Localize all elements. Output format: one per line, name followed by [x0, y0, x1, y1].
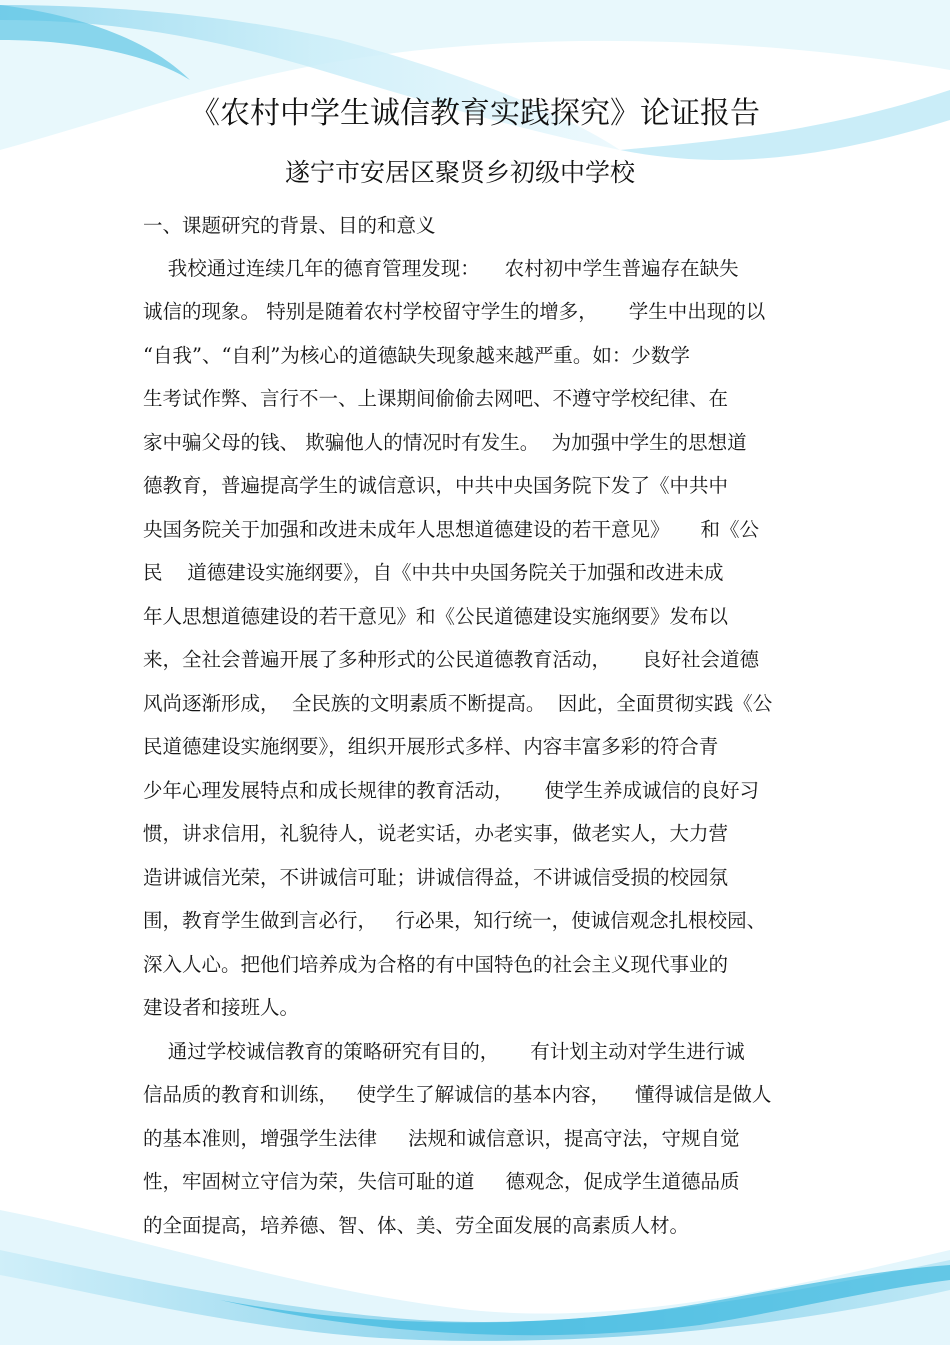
paragraph-line: 造讲诚信光荣，不讲诚信可耻；讲诚信得益，不讲诚信受损的校园氛: [143, 866, 729, 889]
paragraph-line: 来，全社会普遍开展了多种形式的公民道德教育活动， 良好社会道德: [143, 648, 759, 671]
document-subtitle: 遂宁市安居区聚贤乡初级中学校: [284, 158, 635, 187]
paragraph-line: 央国务院关于加强和改进未成年人思想道德建设的若干意见》 和《公: [143, 518, 759, 541]
paragraph-line: 的基本准则，增强学生法律 法规和诚信意识，提高守法，守规自觉: [143, 1127, 740, 1150]
paragraph-line: 惯，讲求信用，礼貌待人，说老实话，办老实事，做老实人，大力营: [143, 822, 729, 845]
paragraph-line: 性，牢固树立守信为荣，失信可耻的道 德观念，促成学生道德品质: [143, 1170, 740, 1193]
paragraph-line: 民 道德建设实施纲要》，自《中共中央国务院关于加强和改进未成: [143, 561, 724, 584]
paragraph-line: 深入人心。把他们培养成为合格的有中国特色的社会主义现代事业的: [143, 953, 729, 976]
paragraph-line: 建设者和接班人。: [143, 996, 300, 1019]
paragraph-line: 德教育，普遍提高学生的诚信意识，中共中央国务院下发了《中共中: [143, 474, 729, 497]
paragraph-line: 诚信的现象。 特别是随着农村学校留守学生的增多， 学生中出现的以: [143, 300, 766, 323]
paragraph-line: 我校通过连续几年的德育管理发现： 农村初中学生普遍存在缺失: [143, 257, 739, 280]
paragraph-line: 的全面提高，培养德、智、体、美、劳全面发展的高素质人材。: [143, 1214, 690, 1237]
paragraph-line: 少年心理发展特点和成长规律的教育活动， 使学生养成诚信的良好习: [143, 779, 759, 802]
paragraph-line: 民道德建设实施纲要》，组织开展形式多样、内容丰富多彩的符合青: [143, 735, 719, 758]
paragraph-line: 年人思想道德建设的若干意见》和《公民道德建设实施纲要》发布以: [143, 605, 729, 628]
section-heading: 一、课题研究的背景、目的和意义: [143, 214, 436, 237]
paragraph-line: 家中骗父母的钱、 欺骗他人的情况时有发生。 为加强中学生的思想道: [143, 431, 747, 454]
paragraph-line: 生考试作弊、言行不一、上课期间偷偷去网吧、不遵守学校纪律、在: [143, 387, 729, 410]
document-title: 《农村中学生诚信教育实践探究》论证报告: [190, 96, 760, 131]
paragraph-line: 围，教育学生做到言必行， 行必果，知行统一，使诚信观念扎根校园、: [143, 909, 767, 932]
paragraph-line: “自我”、“自利”为核心的道德缺失现象越来越严重。如：少数学: [143, 344, 690, 367]
paragraph-line: 通过学校诚信教育的策略研究有目的， 有计划主动对学生进行诚: [143, 1040, 745, 1063]
paragraph-line: 风尚逐渐形成， 全民族的文明素质不断提高。 因此，全面贯彻实践《公: [143, 692, 773, 715]
paragraph-line: 信品质的教育和训练， 使学生了解诚信的基本内容， 懂得诚信是做人: [143, 1083, 772, 1106]
